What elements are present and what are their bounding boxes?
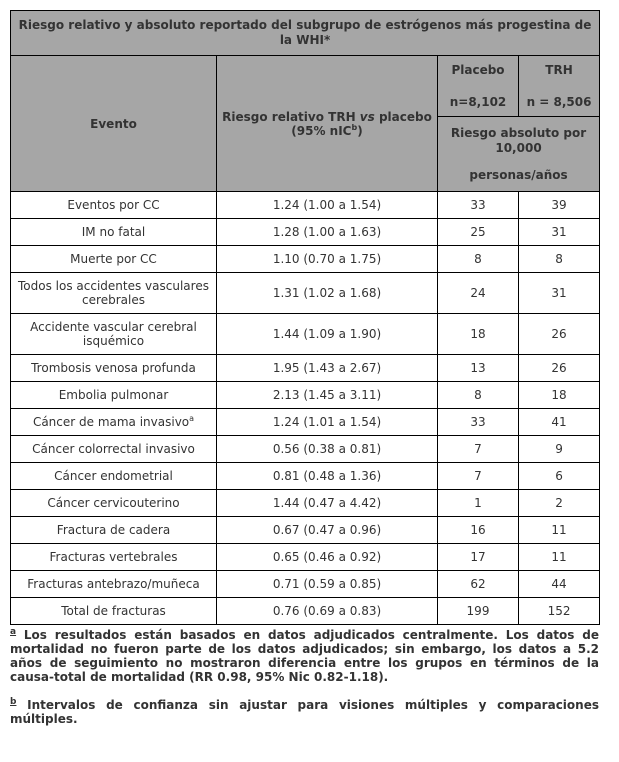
cell-relative-risk: 1.24 (1.00 a 1.54)	[217, 192, 438, 219]
evento-text: Accidente vascular cerebral isquémico	[30, 320, 197, 348]
header-rr-placebo: placebo	[374, 109, 432, 124]
table-row	[11, 544, 600, 571]
cell-relative-risk: 1.24 (1.01 a 1.54)	[217, 409, 438, 436]
cell-relative-risk: 1.28 (1.00 a 1.63)	[217, 219, 438, 246]
cell-placebo: 13	[438, 355, 519, 382]
evento-text: Cáncer cervicouterino	[47, 496, 180, 510]
cell-trh: 11	[519, 517, 600, 544]
cell-relative-risk: 1.95 (1.43 a 2.67)	[217, 355, 438, 382]
header-trh-n: n = 8,506	[526, 95, 592, 109]
cell-trh: 9	[519, 436, 600, 463]
cell-placebo: 24	[438, 273, 519, 314]
footnote-a-text: Los resultados están basados en datos adjudicados centralmente. Los datos de mortalidad no fueron parte de los datos adjudicados; sin embargo, los datos a 5.2 años de seguimiento no mostraron diferencia entre los grupos en términos de la causa-total de mortalidad (RR 0.98, 95% Nic 0.82-1.18).	[10, 628, 599, 684]
cell-evento	[11, 409, 217, 436]
cell-relative-risk: 2.13 (1.45 a 3.11)	[217, 382, 438, 409]
header-rr-vs: vs	[359, 109, 375, 124]
evento-text: Fracturas antebrazo/muñeca	[27, 577, 200, 591]
table-row	[11, 598, 600, 625]
cell-evento	[11, 517, 217, 544]
header-rr-ci-mark: b	[351, 122, 358, 132]
cell-trh: 31	[519, 273, 600, 314]
table-row	[11, 192, 600, 219]
cell-evento	[11, 246, 217, 273]
cell-trh: 8	[519, 246, 600, 273]
evento-text: Muerte por CC	[70, 252, 157, 266]
header-rr-ci-close: )	[357, 123, 363, 138]
table-row	[11, 463, 600, 490]
cell-evento	[11, 436, 217, 463]
cell-relative-risk: 0.56 (0.38 a 0.81)	[217, 436, 438, 463]
cell-trh: 18	[519, 382, 600, 409]
cell-placebo: 8	[438, 246, 519, 273]
cell-placebo: 16	[438, 517, 519, 544]
evento-text: Fracturas vertebrales	[49, 550, 178, 564]
cell-placebo: 33	[438, 409, 519, 436]
cell-trh: 26	[519, 314, 600, 355]
cell-relative-risk: 1.44 (1.09 a 1.90)	[217, 314, 438, 355]
cell-placebo: 18	[438, 314, 519, 355]
table-row	[11, 246, 600, 273]
cell-relative-risk: 1.31 (1.02 a 1.68)	[217, 273, 438, 314]
cell-evento	[11, 463, 217, 490]
cell-evento	[11, 273, 217, 314]
header-evento: Evento	[11, 56, 217, 192]
header-placebo-label: Placebo	[451, 63, 505, 77]
header-abs-risk-line1: Riesgo absoluto por 10,000	[450, 125, 587, 155]
table-row	[11, 382, 600, 409]
cell-placebo: 33	[438, 192, 519, 219]
cell-placebo: 25	[438, 219, 519, 246]
header-rr-text: Riesgo relativo TRH	[222, 109, 360, 124]
cell-evento	[11, 544, 217, 571]
footnotes	[10, 628, 599, 726]
evento-text: IM no fatal	[81, 225, 146, 239]
header-trh-label: TRH	[545, 63, 573, 77]
footnote-a	[10, 628, 599, 684]
cell-evento	[11, 598, 217, 625]
cell-trh: 39	[519, 192, 600, 219]
cell-placebo: 1	[438, 490, 519, 517]
evento-text: Todos los accidentes vasculares cerebrales	[18, 279, 209, 307]
evento-text: Cáncer endometrial	[54, 469, 173, 483]
cell-placebo: 8	[438, 382, 519, 409]
cell-trh: 26	[519, 355, 600, 382]
header-trh	[519, 56, 600, 117]
footnote-b	[10, 698, 599, 726]
cell-trh: 2	[519, 490, 600, 517]
evento-text: Total de fracturas	[61, 604, 166, 618]
table-row	[11, 571, 600, 598]
evento-footnote-mark: a	[189, 414, 195, 423]
cell-evento	[11, 192, 217, 219]
cell-placebo: 7	[438, 463, 519, 490]
table-row	[11, 409, 600, 436]
document	[10, 10, 599, 726]
cell-placebo: 62	[438, 571, 519, 598]
cell-trh: 44	[519, 571, 600, 598]
header-relative-risk	[217, 56, 438, 192]
evento-text: Cáncer de mama invasivo	[32, 415, 190, 429]
cell-placebo: 199	[438, 598, 519, 625]
title-row	[11, 11, 600, 56]
cell-evento	[11, 355, 217, 382]
cell-trh: 31	[519, 219, 600, 246]
cell-placebo: 7	[438, 436, 519, 463]
cell-trh: 11	[519, 544, 600, 571]
table-row	[11, 517, 600, 544]
table-row	[11, 436, 600, 463]
header-row-1	[11, 56, 600, 117]
header-placebo-n: n=8,102	[449, 95, 507, 109]
evento-text: Embolia pulmonar	[58, 388, 169, 402]
risk-table	[10, 10, 600, 625]
table-title-cell	[11, 11, 600, 56]
cell-relative-risk: 0.71 (0.59 a 0.85)	[217, 571, 438, 598]
cell-relative-risk: 1.10 (0.70 a 1.75)	[217, 246, 438, 273]
table-row	[11, 219, 600, 246]
evento-text: Cáncer colorrectal invasivo	[32, 442, 195, 456]
table-title: Riesgo relativo y absoluto reportado del subgrupo de estrógenos más progestina de la WHI*	[18, 18, 592, 47]
cell-placebo: 17	[438, 544, 519, 571]
header-absolute-risk	[438, 117, 600, 192]
cell-relative-risk: 1.44 (0.47 a 4.42)	[217, 490, 438, 517]
cell-relative-risk: 0.81 (0.48 a 1.36)	[217, 463, 438, 490]
evento-text: Fractura de cadera	[56, 523, 171, 537]
evento-text: Eventos por CC	[67, 198, 160, 212]
cell-evento	[11, 490, 217, 517]
table-row	[11, 355, 600, 382]
table-row	[11, 490, 600, 517]
header-abs-risk-line2: personas/años	[469, 167, 568, 182]
cell-trh: 41	[519, 409, 600, 436]
evento-text: Trombosis venosa profunda	[31, 361, 196, 375]
cell-trh: 6	[519, 463, 600, 490]
cell-trh: 152	[519, 598, 600, 625]
cell-evento	[11, 571, 217, 598]
header-placebo	[438, 56, 519, 117]
footnote-a-mark: a	[10, 627, 17, 637]
table-row	[11, 273, 600, 314]
cell-relative-risk: 0.76 (0.69 a 0.83)	[217, 598, 438, 625]
cell-evento	[11, 314, 217, 355]
cell-evento	[11, 382, 217, 409]
footnote-b-mark: b	[10, 697, 17, 707]
header-rr-ci: (95% nIC	[291, 123, 352, 138]
cell-evento	[11, 219, 217, 246]
footnote-b-text: Intervalos de confianza sin ajustar para visiones múltiples y comparaciones múltiples.	[10, 698, 599, 726]
table-row	[11, 314, 600, 355]
cell-relative-risk: 0.65 (0.46 a 0.92)	[217, 544, 438, 571]
cell-relative-risk: 0.67 (0.47 a 0.96)	[217, 517, 438, 544]
